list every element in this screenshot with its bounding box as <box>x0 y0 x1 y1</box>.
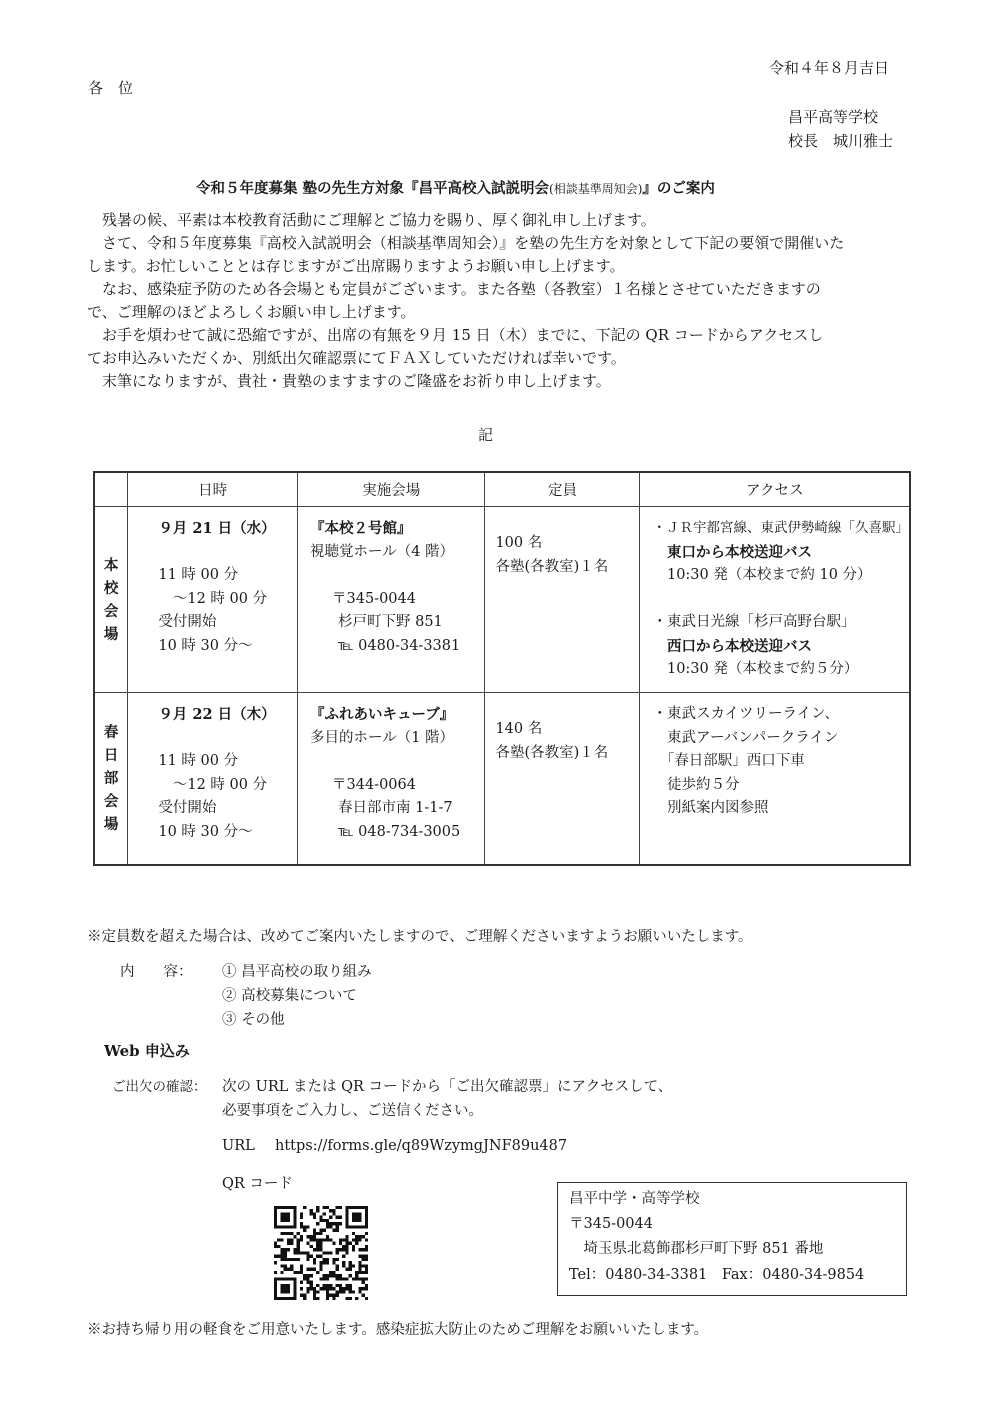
content-item: ③ その他 <box>222 1012 285 1028</box>
url-label: URL <box>222 1138 255 1154</box>
table-row <box>94 507 910 693</box>
ki-label: 記 <box>478 426 494 444</box>
table-header-blank <box>94 472 128 507</box>
web-title: Web 申込み <box>104 1042 190 1060</box>
principal-name: 校長 城川雅士 <box>788 132 894 150</box>
schedule-table <box>93 471 911 866</box>
content-label: 内 容： <box>120 964 193 980</box>
title-end: 』のご案内 <box>642 180 715 197</box>
contact-address: 埼玉県北葛飾郡杉戸町下野 851 番地 <box>569 1241 824 1257</box>
body-line: さて、令和５年度募集『高校入試説明会（相談基準周知会）』を塾の先生方を対象として下記の要領で開催いた <box>87 234 845 252</box>
table-header: アクセス <box>640 472 910 507</box>
access-cell: ・ＪＲ宇都宮線、東武伊勢崎線「久喜駅」 東口から本校送迎バス 10:30 発（本校まで約 10 分） ・東武日光線「杉戸高野台駅」 西口から本校送迎バス 10:30 発（本校まで約５分） <box>640 507 910 693</box>
access-cell: ・東武スカイツリーライン、 東武アーバンパークライン 「春日部駅」西口下車 徒歩約５分 別紙案内図参照 <box>640 693 910 865</box>
attendance-label: ご出欠の確認： <box>112 1079 207 1095</box>
body-line: お手を煩わせて誠に恐縮ですが、出席の有無を９月 15 日（木）までに、下記の QR コードからアクセスし <box>87 326 824 344</box>
body-line: します。お忙しいこととは存じますがご出席賜りますようお願い申し上げます。 <box>87 257 625 275</box>
capacity-note: ※定員数を超えた場合は、改めてご案内いたしますので、ご理解くださいますようお願いいたします。 <box>87 929 753 945</box>
contact-zip: 〒345-0044 <box>569 1216 653 1232</box>
title-sub: (相談基準周知会) <box>549 182 643 196</box>
web-instruction: 次の URL または QR コードから「ご出欠確認票」にアクセスして、 <box>222 1079 673 1095</box>
qr-label: QR コード <box>222 1176 293 1192</box>
venue-label: 春 日 部 会 場 <box>94 693 128 865</box>
table-header: 日時 <box>128 472 298 507</box>
body-line: なお、感染症予防のため各会場とも定員がございます。また各塾（各教室）１名様とさせていただきますの <box>87 280 821 298</box>
body-line: 残暑の候、平素は本校教育活動にご理解とご協力を賜り、厚く御礼申し上げます。 <box>87 211 656 229</box>
table-header-row <box>94 472 910 507</box>
content-item: ② 高校募集について <box>222 988 357 1004</box>
datetime-cell: ９月 21 日（水） 11 時 00 分 ～12 時 00 分 受付開始 10 時 30 分～ <box>128 507 298 693</box>
table-header: 定員 <box>485 472 640 507</box>
school-name: 昌平高等学校 <box>788 108 879 126</box>
page-title <box>196 177 715 198</box>
document-date: 令和４年８月吉日 <box>769 59 890 77</box>
addressee: 各 位 <box>88 79 134 97</box>
body-line: てお申込みいただくか、別紙出欠確認票にてＦＡＸしていただければ幸いです。 <box>87 349 626 367</box>
event-date: ９月 21 日（水） <box>158 520 276 537</box>
capacity-cell: 100 名 各塾(各教室)１名 <box>485 507 640 693</box>
form-url-link[interactable]: https://forms.gle/q89WzymgJNF89u487 <box>275 1138 568 1154</box>
datetime-cell: ９月 22 日（木） 11 時 00 分 ～12 時 00 分 受付開始 10 時 30 分～ <box>128 693 298 865</box>
web-instruction: 必要事項をご入力し、ご送信ください。 <box>222 1103 483 1119</box>
capacity-cell: 140 名 各塾(各教室)１名 <box>485 693 640 865</box>
food-note: ※お持ち帰り用の軽食をご用意いたします。感染症拡大防止のためご理解をお願いいたします。 <box>87 1322 709 1338</box>
body-line: 末筆になりますが、貴社・貴塾のますますのご隆盛をお祈り申し上げます。 <box>87 372 611 390</box>
contact-telfax: Tel：0480-34-3381 Fax：0480-34-9854 <box>569 1267 865 1283</box>
contact-box <box>557 1182 907 1296</box>
content-item: ① 昌平高校の取り組み <box>222 964 372 980</box>
venue-name: 『ふれあいキューブ』 <box>310 706 455 723</box>
venue-cell: 『ふれあいキューブ』 多目的ホール（1 階） 〒344-0064 春日部市南 1-1-7 ℡ 048-734-3005 <box>298 693 485 865</box>
body-line: で、ご理解のほどよろしくお願い申し上げます。 <box>87 303 416 321</box>
table-row <box>94 693 910 865</box>
contact-name: 昌平中学・高等学校 <box>569 1191 700 1207</box>
body-text <box>87 209 922 393</box>
venue-label: 本 校 会 場 <box>94 507 128 693</box>
qr-code[interactable] <box>274 1206 368 1300</box>
title-main: 令和５年度募集 塾の先生方対象『昌平高校入試説明会 <box>196 180 550 197</box>
venue-name: 『本校２号館』 <box>310 520 412 537</box>
event-date: ９月 22 日（木） <box>158 706 276 723</box>
table-header: 実施会場 <box>298 472 485 507</box>
venue-cell: 『本校２号館』 視聴覚ホール（4 階） 〒345-0044 杉戸町下野 851 ℡ 0480-34-3381 <box>298 507 485 693</box>
